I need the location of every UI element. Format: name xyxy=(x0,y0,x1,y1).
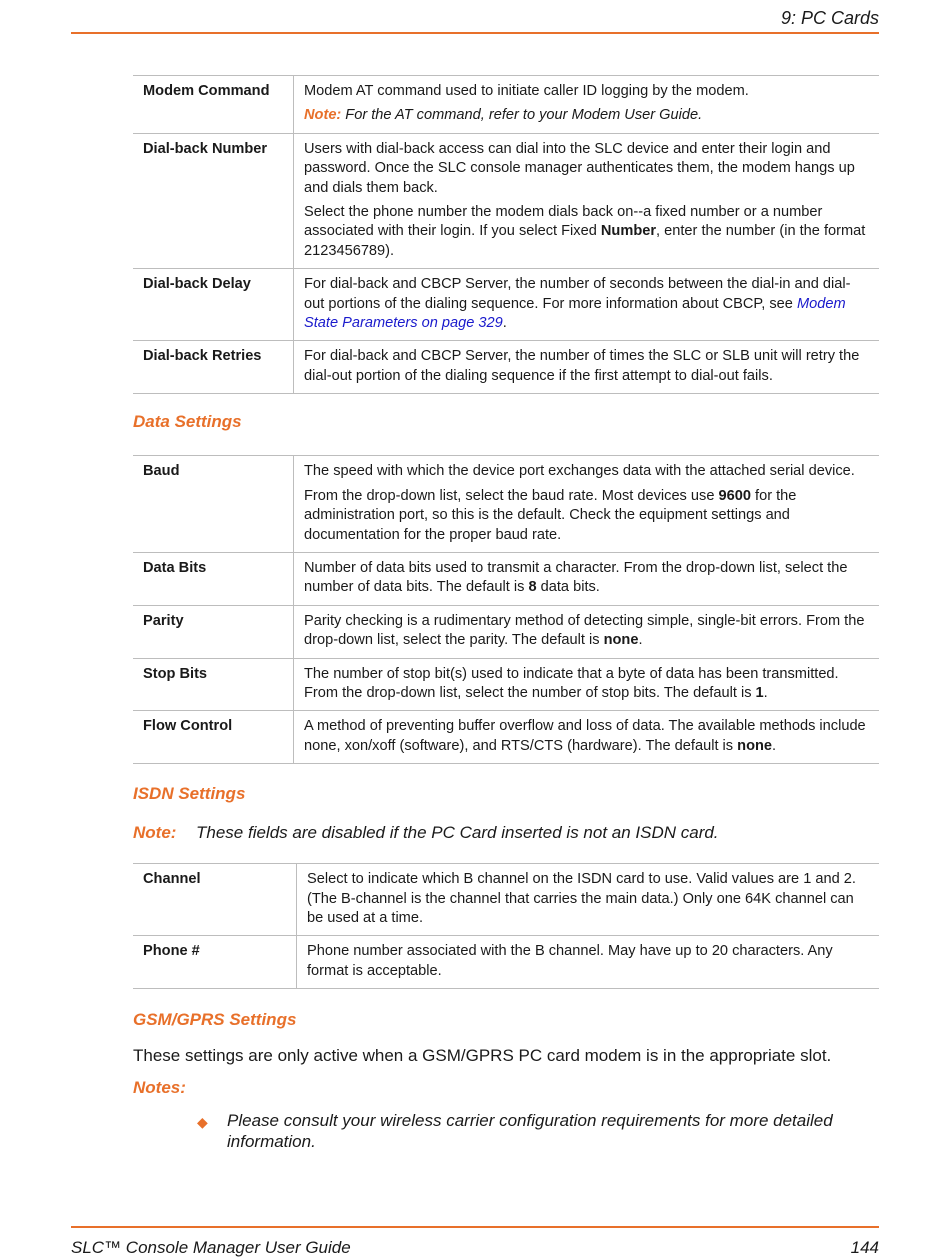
param-text: Modem AT command used to initiate caller ID logging by the modem. xyxy=(304,83,749,99)
text-run: . xyxy=(763,684,768,701)
param-label: Baud xyxy=(133,456,294,553)
table-row xyxy=(133,552,879,605)
table-row xyxy=(133,864,879,936)
param-label: Parity xyxy=(133,605,294,658)
footer-rule xyxy=(71,1226,879,1228)
isdn-note xyxy=(133,823,879,843)
param-label: Dial-back Retries xyxy=(133,341,294,394)
param-description xyxy=(294,341,880,394)
diamond-bullet-icon: ◆ xyxy=(197,1114,208,1131)
note-label: Note: xyxy=(304,107,342,124)
param-description xyxy=(294,76,880,134)
bold-term: none xyxy=(603,632,639,649)
param-label: Modem Command xyxy=(133,76,294,134)
cross-reference-link[interactable]: Modem State Parameters on page 329 xyxy=(304,295,846,332)
note-text: For the AT command, refer to your Modem User Guide. xyxy=(345,107,703,124)
param-description xyxy=(294,133,880,268)
text-run: data bits. xyxy=(536,579,600,596)
text-run: . xyxy=(772,737,777,754)
bold-term: 9600 xyxy=(718,487,751,504)
text-run: From the drop-down list, select the baud rate. Most devices use xyxy=(304,487,719,504)
table-row xyxy=(133,936,879,989)
text-run: A method of preventing buffer overflow and loss of data. The available methods include none, xon/xoff (software), and RTS/CTS (hardware). The default is xyxy=(304,718,866,754)
table-row xyxy=(133,133,879,268)
param-description xyxy=(297,864,880,936)
bullet-text: Please consult your wireless carrier configuration requirements for more detailed information. xyxy=(227,1111,833,1152)
table-row xyxy=(133,605,879,658)
page-content xyxy=(133,75,879,1152)
header-rule xyxy=(71,32,879,34)
param-label: Stop Bits xyxy=(133,658,294,711)
param-text xyxy=(304,665,869,704)
note-text: These fields are disabled if the PC Card inserted is not an ISDN card. xyxy=(196,823,719,843)
param-description xyxy=(294,456,880,553)
table-row xyxy=(133,76,879,134)
table-row xyxy=(133,269,879,341)
table-row xyxy=(133,711,879,764)
param-text xyxy=(304,612,869,651)
table-row xyxy=(133,658,879,711)
section-heading-data-settings: Data Settings xyxy=(133,412,242,432)
param-label: Phone # xyxy=(133,936,297,989)
bold-term: 1 xyxy=(755,684,764,701)
param-label: Dial-back Number xyxy=(133,133,294,268)
text-run: Select the phone number the modem dials back on--a fixed number or a number associated with their login. If you select Fixed xyxy=(304,204,823,240)
text-run: Number of data bits used to transmit a character. From the drop-down list, select the number of data bits. The default is xyxy=(304,559,848,596)
text-run: The number of stop bit(s) used to indicate that a byte of data has been transmitted. From the drop-down list, select the number of stop bits. The default is xyxy=(304,665,839,701)
footer-title: SLC™ Console Manager User Guide xyxy=(71,1238,351,1257)
param-text: Select to indicate which B channel on the ISDN card to use. Valid values are 1 and 2. (The B-channel is the channel that carries the main data.) Only one 64K channel can be used at a time. xyxy=(307,871,856,926)
isdn-settings-table xyxy=(133,863,879,989)
text-run: Parity checking is a rudimentary method of detecting simple, single-bit errors. From the drop-down list, select the parity. The default is xyxy=(304,612,865,649)
param-text: For dial-back and CBCP Server, the number of times the SLC or SLB unit will retry the dial-out portion of the dialing sequence if the first attempt to dial-out fails. xyxy=(304,348,860,384)
param-text xyxy=(304,487,869,545)
text-run: For dial-back and CBCP Server, the number of seconds between the dial-in and dial-out portions of the dialing sequence. For more information about CBCP, see xyxy=(304,276,851,312)
gsm-intro-text: These settings are only active when a GSM/GPRS PC card modem is in the appropriate slot. xyxy=(133,1046,832,1066)
chapter-header: 9: PC Cards xyxy=(780,8,879,28)
section-heading-gsm-gprs-settings: GSM/GPRS Settings xyxy=(133,1010,297,1030)
text-run: . xyxy=(638,632,643,649)
notes-heading: Notes: xyxy=(133,1078,186,1098)
param-text xyxy=(304,275,869,333)
list-item xyxy=(197,1110,879,1152)
param-text xyxy=(304,559,869,598)
param-description xyxy=(294,605,880,658)
inline-note xyxy=(304,106,869,125)
param-description xyxy=(294,552,880,605)
page-number: 144 xyxy=(850,1238,879,1257)
note-label: Note: xyxy=(133,823,177,843)
param-description xyxy=(294,658,880,711)
param-text: Phone number associated with the B channel. May have up to 20 characters. Any format is acceptable. xyxy=(307,943,833,979)
param-label: Dial-back Delay xyxy=(133,269,294,341)
modem-parameters-table xyxy=(133,75,879,394)
section-heading-isdn-settings: ISDN Settings xyxy=(133,784,246,804)
bold-term: 8 xyxy=(528,579,537,596)
bold-term: none xyxy=(737,737,773,754)
table-row xyxy=(133,456,879,553)
param-text xyxy=(304,717,869,756)
data-settings-table xyxy=(133,455,879,764)
text-run: for the administration port, so this is the default. Check the equipment settings and documentation for the proper baud rate. xyxy=(304,487,797,543)
param-description xyxy=(294,711,880,764)
param-label: Channel xyxy=(133,864,297,936)
param-label: Data Bits xyxy=(133,552,294,605)
param-text: Users with dial-back access can dial into the SLC device and enter their login and password. Once the SLC console manager authenticates them, the modem hangs up and dials them back. xyxy=(304,140,855,196)
param-description xyxy=(297,936,880,989)
param-label: Flow Control xyxy=(133,711,294,764)
param-description xyxy=(294,269,880,341)
param-text: The speed with which the device port exchanges data with the attached serial device. xyxy=(304,463,855,480)
param-text xyxy=(304,203,869,261)
text-run: . xyxy=(502,315,507,332)
text-run: , enter the number (in the format 2123456789). xyxy=(304,223,866,259)
bold-term: Number xyxy=(600,223,657,240)
table-row xyxy=(133,341,879,394)
